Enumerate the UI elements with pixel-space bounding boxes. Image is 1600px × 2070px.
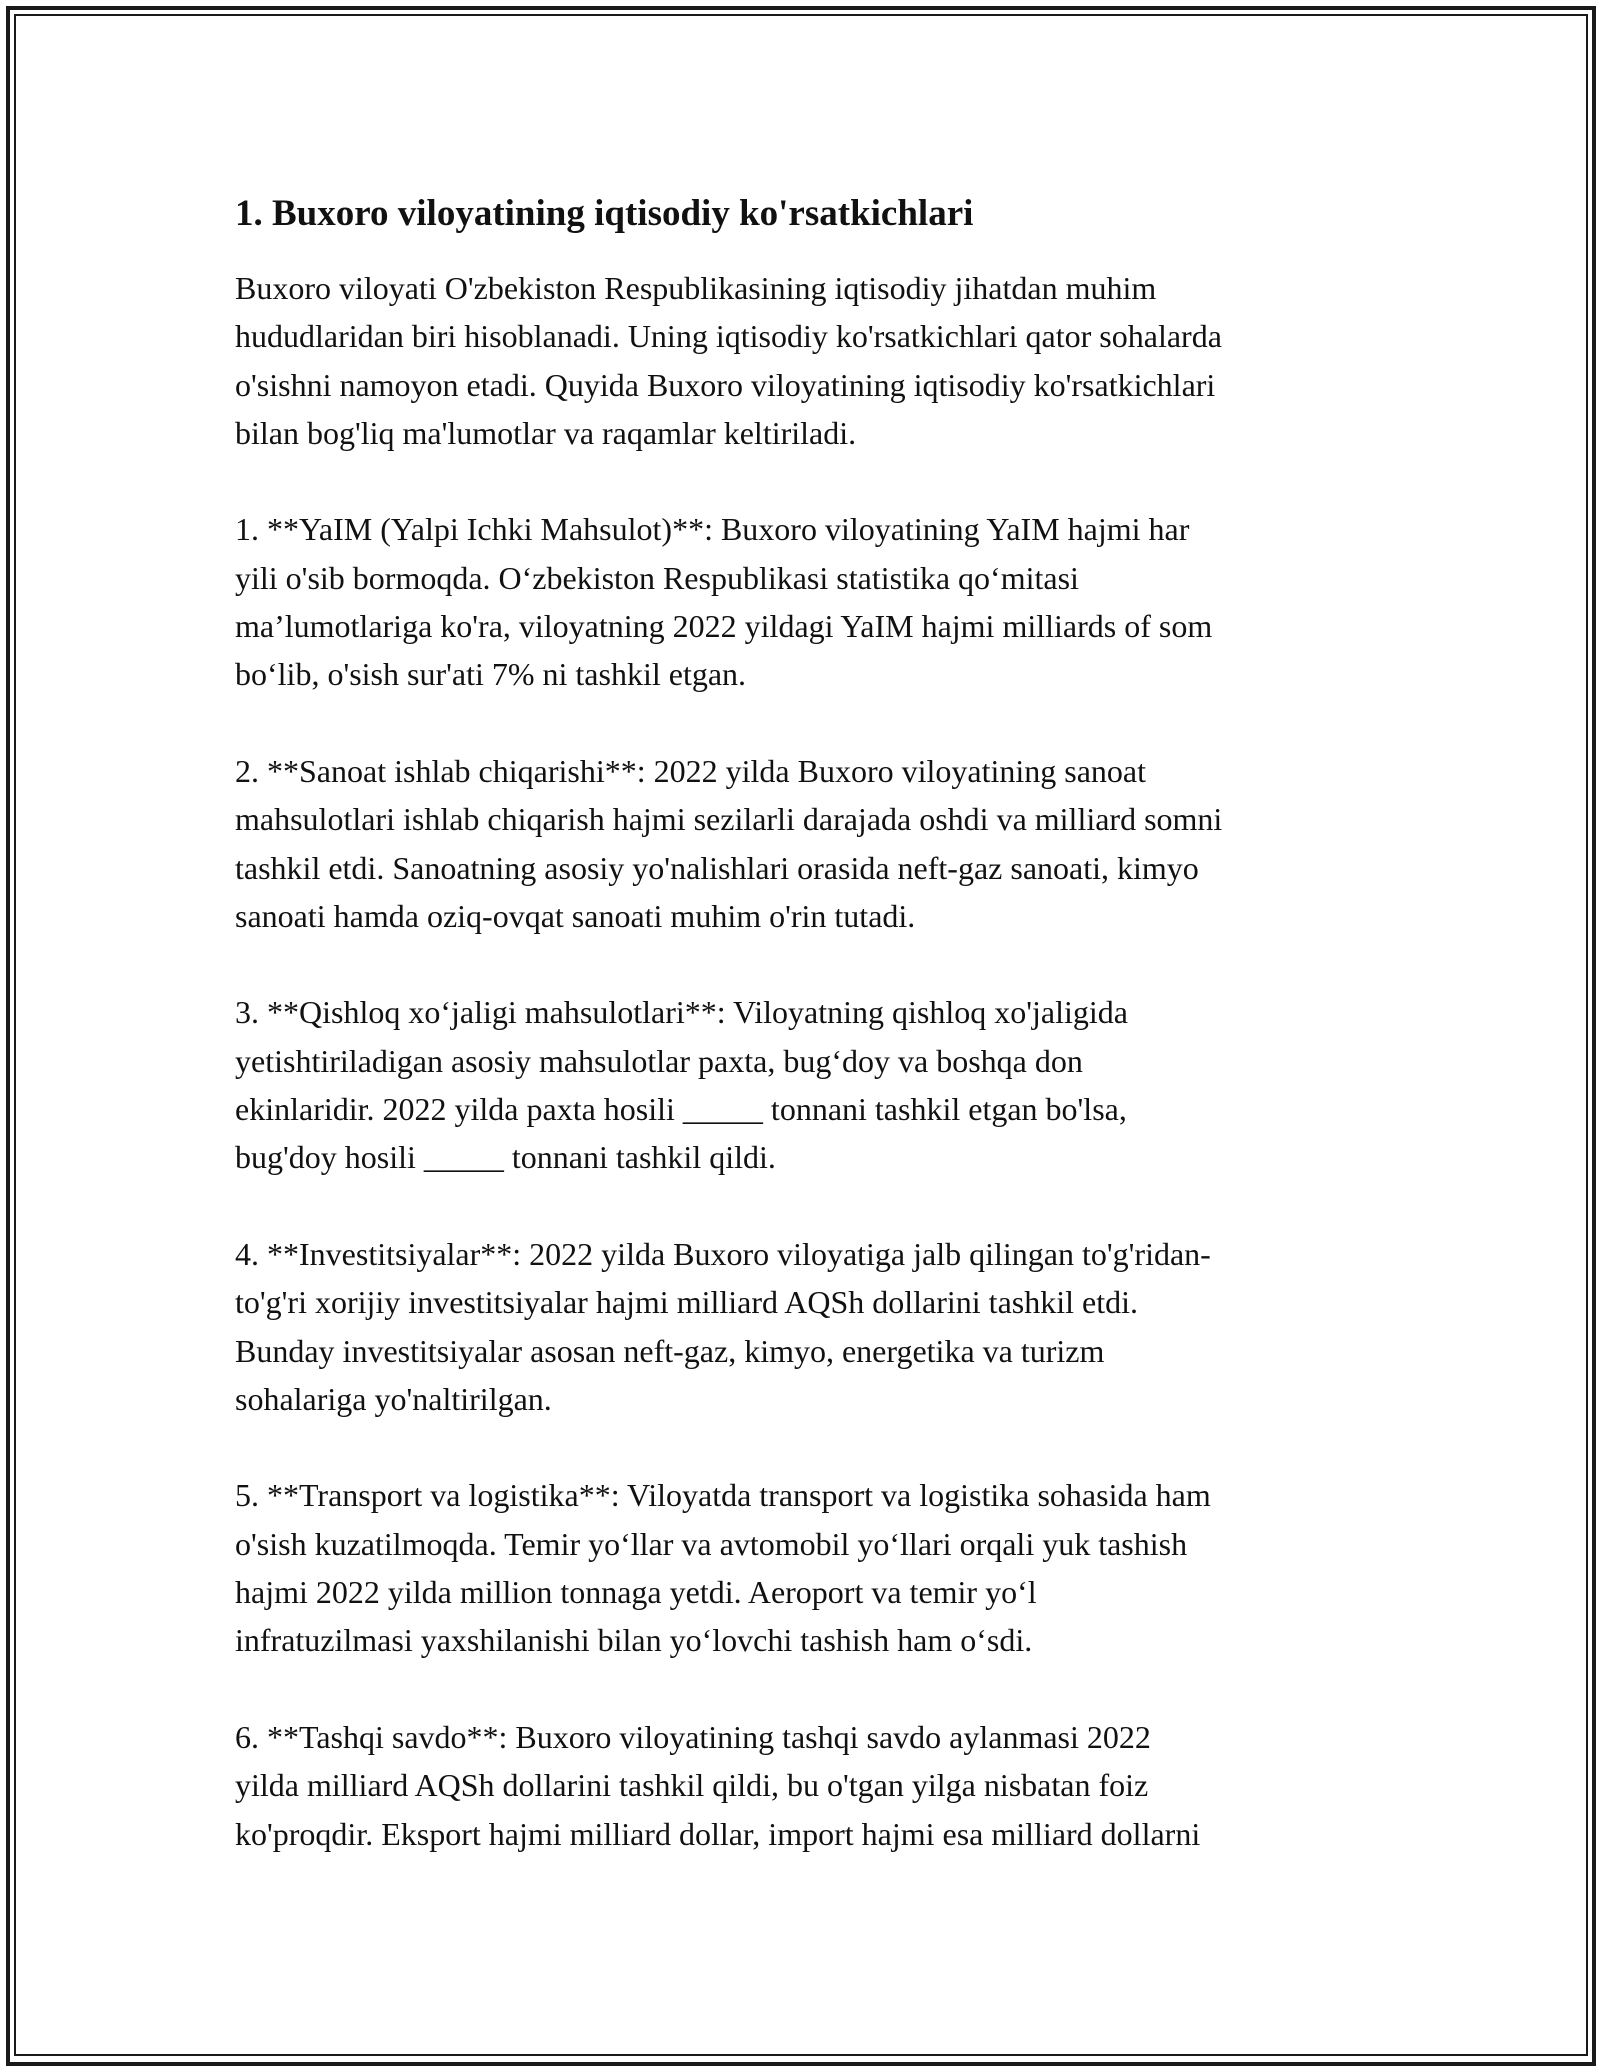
- text-line: ma’lumotlariga ko'ra, viloyatning 2022 yildagi YaIM hajmi milliards of som: [235, 608, 1213, 645]
- paragraph-transport: [235, 1471, 1375, 1664]
- document-title: 1. Buxoro viloyatining iqtisodiy ko'rsatkichlari: [235, 193, 974, 234]
- document-page: [235, 186, 1375, 1906]
- text-line: o'sish kuzatilmoqda. Temir yo‘llar va avtomobil yo‘llari orqali yuk tashish: [235, 1525, 1188, 1562]
- text-line: yetishtiriladigan asosiy mahsulotlar paxta, bug‘doy va boshqa don: [235, 1042, 1083, 1079]
- text-line: 3. **Qishloq xo‘jaligi mahsulotlari**: Viloyatning qishloq xo'jaligida: [235, 994, 1128, 1031]
- text-line: bilan bog'liq ma'lumotlar va raqamlar keltiriladi.: [235, 414, 857, 451]
- text-line: hududlaridan biri hisoblanadi. Uning iqtisodiy ko'rsatkichlari qator sohalarda: [235, 318, 1222, 355]
- text-line: o'sishni namoyon etadi. Quyida Buxoro viloyatining iqtisodiy ko'rsatkichlari: [235, 366, 1216, 403]
- text-line: 4. **Investitsiyalar**: 2022 yilda Buxoro viloyatiga jalb qilingan to'g'ridan-: [235, 1235, 1211, 1272]
- text-line: sanoati hamda oziq-ovqat sanoati muhim o'rin tutadi.: [235, 897, 916, 934]
- text-line: yili o'sib bormoqda. O‘zbekiston Respublikasi statistika qo‘mitasi: [235, 559, 1079, 596]
- text-line: tashkil etdi. Sanoatning asosiy yo'nalishlari orasida neft-gaz sanoati, kimyo: [235, 849, 1199, 886]
- paragraph-gdp: [235, 505, 1375, 698]
- text-line: bug'doy hosili _____ tonnani tashkil qildi.: [235, 1139, 776, 1176]
- text-line: mahsulotlari ishlab chiqarish hajmi sezilarli darajada oshdi va milliard somni: [235, 801, 1223, 838]
- text-line: ekinlaridir. 2022 yilda paxta hosili _____ tonnani tashkil etgan bo'lsa,: [235, 1091, 1127, 1128]
- paragraph-investments: [235, 1230, 1375, 1423]
- text-line: yilda milliard AQSh dollarini tashkil qildi, bu o'tgan yilga nisbatan foiz: [235, 1767, 1149, 1804]
- paragraph-industry: [235, 747, 1375, 940]
- paragraph-trade: [235, 1713, 1375, 1858]
- text-line: sohalariga yo'naltirilgan.: [235, 1380, 552, 1417]
- text-line: 1. **YaIM (Yalpi Ichki Mahsulot)**: Buxoro viloyatining YaIM hajmi har: [235, 511, 1190, 548]
- text-line: 6. **Tashqi savdo**: Buxoro viloyatining tashqi savdo aylanmasi 2022: [235, 1718, 1151, 1755]
- text-line: ko'proqdir. Eksport hajmi milliard dollar, import hajmi esa milliard dollarni: [235, 1815, 1201, 1852]
- text-line: Buxoro viloyati O'zbekiston Respublikasining iqtisodiy jihatdan muhim: [235, 270, 1157, 306]
- text-line: infratuzilmasi yaxshilanishi bilan yo‘lovchi tashish ham o‘sdi.: [235, 1622, 1033, 1659]
- text-line: 5. **Transport va logistika**: Viloyatda transport va logistika sohasida ham: [235, 1477, 1211, 1514]
- text-line: hajmi 2022 yilda million tonnaga yetdi. Aeroport va temir yo‘l: [235, 1574, 1037, 1611]
- text-line: Bunday investitsiyalar asosan neft-gaz, kimyo, energetika va turizm: [235, 1332, 1105, 1369]
- text-line: to'g'ri xorijiy investitsiyalar hajmi milliard AQSh dollarini tashkil etdi.: [235, 1284, 1138, 1321]
- paragraph-agriculture: [235, 988, 1375, 1181]
- text-line: 2. **Sanoat ishlab chiqarishi**: 2022 yilda Buxoro viloyatining sanoat: [235, 752, 1146, 789]
- text-line: bo‘lib, o'sish sur'ati 7% ni tashkil etgan.: [235, 656, 747, 693]
- paragraph-intro: [235, 264, 1375, 457]
